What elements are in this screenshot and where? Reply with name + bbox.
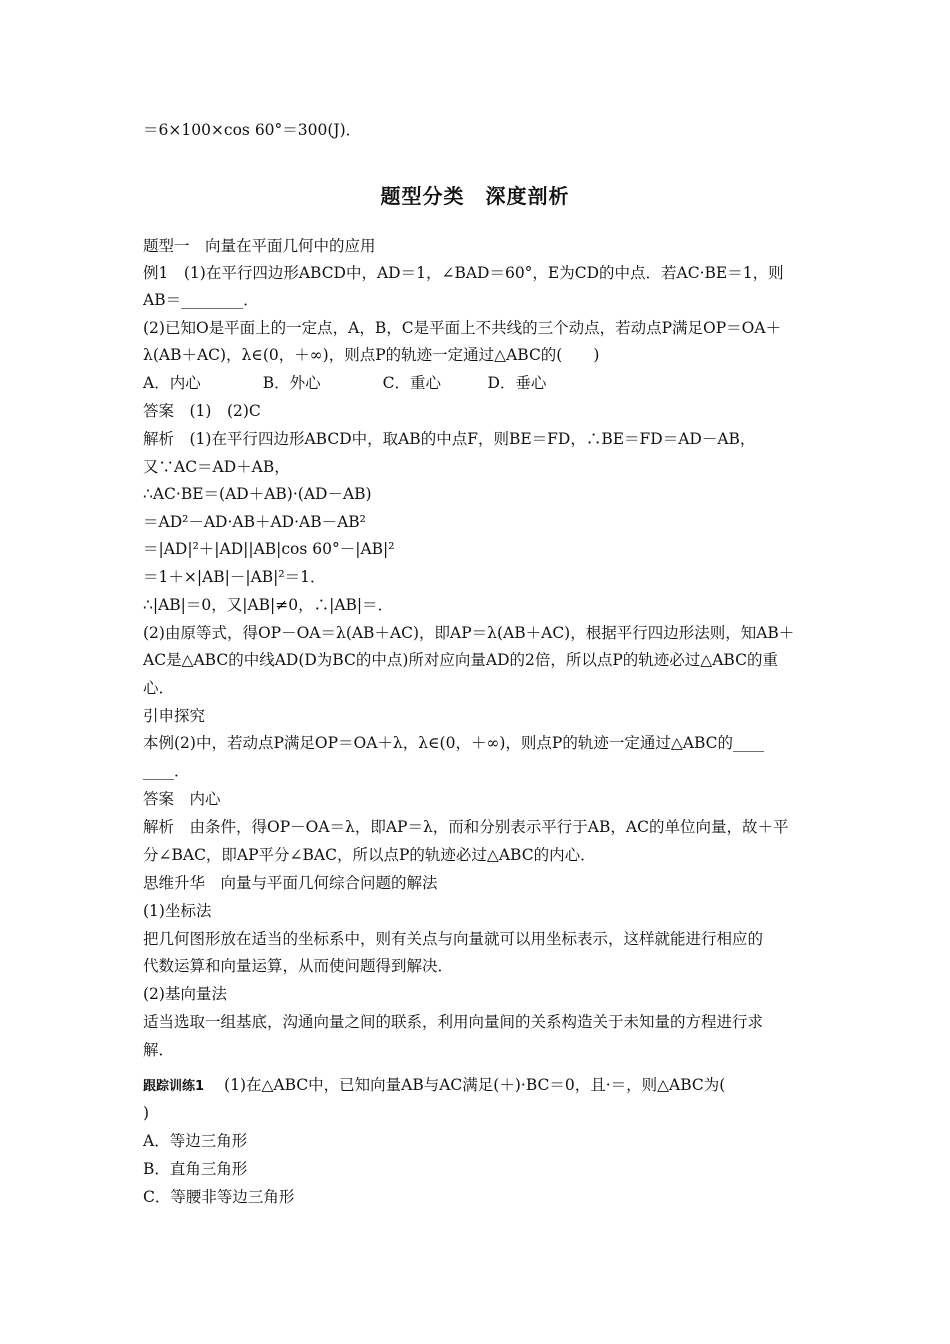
text-line: 解． <box>143 1041 175 1059</box>
text-line: B．直角三角形 <box>143 1160 248 1178</box>
text-line: 把几何图形放在适当的坐标系中，则有关点与向量就可以用坐标表示，这样就能进行相应的 <box>143 930 764 948</box>
text-line: AC是△ABC的中线AD(D为BC的中点)所对应向量AD的2倍，所以点P的轨迹必过△ABC的重 <box>143 651 778 669</box>
text-line: (2)由原等式，得OP－OA＝λ(AB＋AC)，即AP＝λ(AB＋AC)，根据平行四边形法则，知AB＋ <box>143 624 795 642</box>
text-line: 题型一 向量在平面几何中的应用 <box>143 237 376 255</box>
text-line: ＝6×100×cos 60°＝300(J)． <box>143 121 362 139</box>
text-line: (2)已知O是平面上的一定点，A，B，C是平面上不共线的三个动点，若动点P满足OP＝OA＋ <box>143 319 782 337</box>
text-line: ＝|AD|²＋|AD||AB|cos 60°－|AB|² <box>143 540 395 558</box>
text-line: 分∠BAC，即AP平分∠BAC，所以点P的轨迹必过△ABC的内心． <box>143 846 596 864</box>
text-line: ) <box>143 1104 150 1122</box>
text-line: ＝1＋×|AB|－|AB|²＝1． <box>143 568 326 586</box>
text-line: 又∵AC＝AD＋AB， <box>143 458 290 476</box>
text-line: C．等腰非等边三角形 <box>143 1188 295 1206</box>
text-line: λ(AB＋AC)，λ∈(0，＋∞)，则点P的轨迹一定通过△ABC的( ) <box>143 346 600 364</box>
exercise-text: (1)在△ABC中，已知向量AB与AC满足(＋)·BC＝0，且·＝，则△ABC为( <box>224 1076 726 1094</box>
text-line: 解析 由条件，得OP－OA＝λ，即AP＝λ，而和分别表示平行于AB，AC的单位向量，故＋平 <box>143 818 789 836</box>
section-title: 题型分类 深度剖析 <box>380 184 570 208</box>
text-line: 本例(2)中，若动点P满足OP＝OA＋λ，λ∈(0，＋∞)，则点P的轨迹一定通过△ABC的____ <box>143 734 764 752</box>
text-line: 引申探究 <box>143 707 206 725</box>
text-line: AB＝________． <box>143 291 259 309</box>
text-line: A．内心 B．外心 C．重心 D．垂心 <box>143 374 547 392</box>
text-line: 适当选取一组基底，沟通向量之间的联系，利用向量间的关系构造关于未知量的方程进行求 <box>143 1013 764 1031</box>
text-line: 例1 (1)在平行四边形ABCD中，AD＝1，∠BAD＝60°，E为CD的中点．若AC·BE＝1，则 <box>143 264 784 282</box>
text-line: 解析 (1)在平行四边形ABCD中，取AB的中点F，则BE＝FD，∴BE＝FD＝AD－AB， <box>143 430 756 448</box>
text-line: 答案 内心 <box>143 790 221 808</box>
text-line: ____． <box>143 762 190 780</box>
text-line: (2)基向量法 <box>143 985 227 1003</box>
text-line: ∴|AB|＝0，又|AB|≠0，∴|AB|＝． <box>143 596 394 614</box>
text-line: ∴AC·BE＝(AD＋AB)·(AD－AB) <box>143 485 372 503</box>
exercise-tag: 跟踪训练1 <box>143 1079 205 1094</box>
exercise-line <box>143 1075 815 1097</box>
text-line: 思维升华 向量与平面几何综合问题的解法 <box>143 874 438 892</box>
text-line: 心． <box>143 679 175 697</box>
text-line: (1)坐标法 <box>143 902 212 920</box>
text-line: A．等边三角形 <box>143 1132 248 1150</box>
text-line: ＝AD²－AD·AB＋AD·AB－AB² <box>143 513 366 531</box>
text-line: 代数运算和向量运算，从而使问题得到解决． <box>143 957 454 975</box>
text-line: 答案 (1) (2)C <box>143 402 261 420</box>
